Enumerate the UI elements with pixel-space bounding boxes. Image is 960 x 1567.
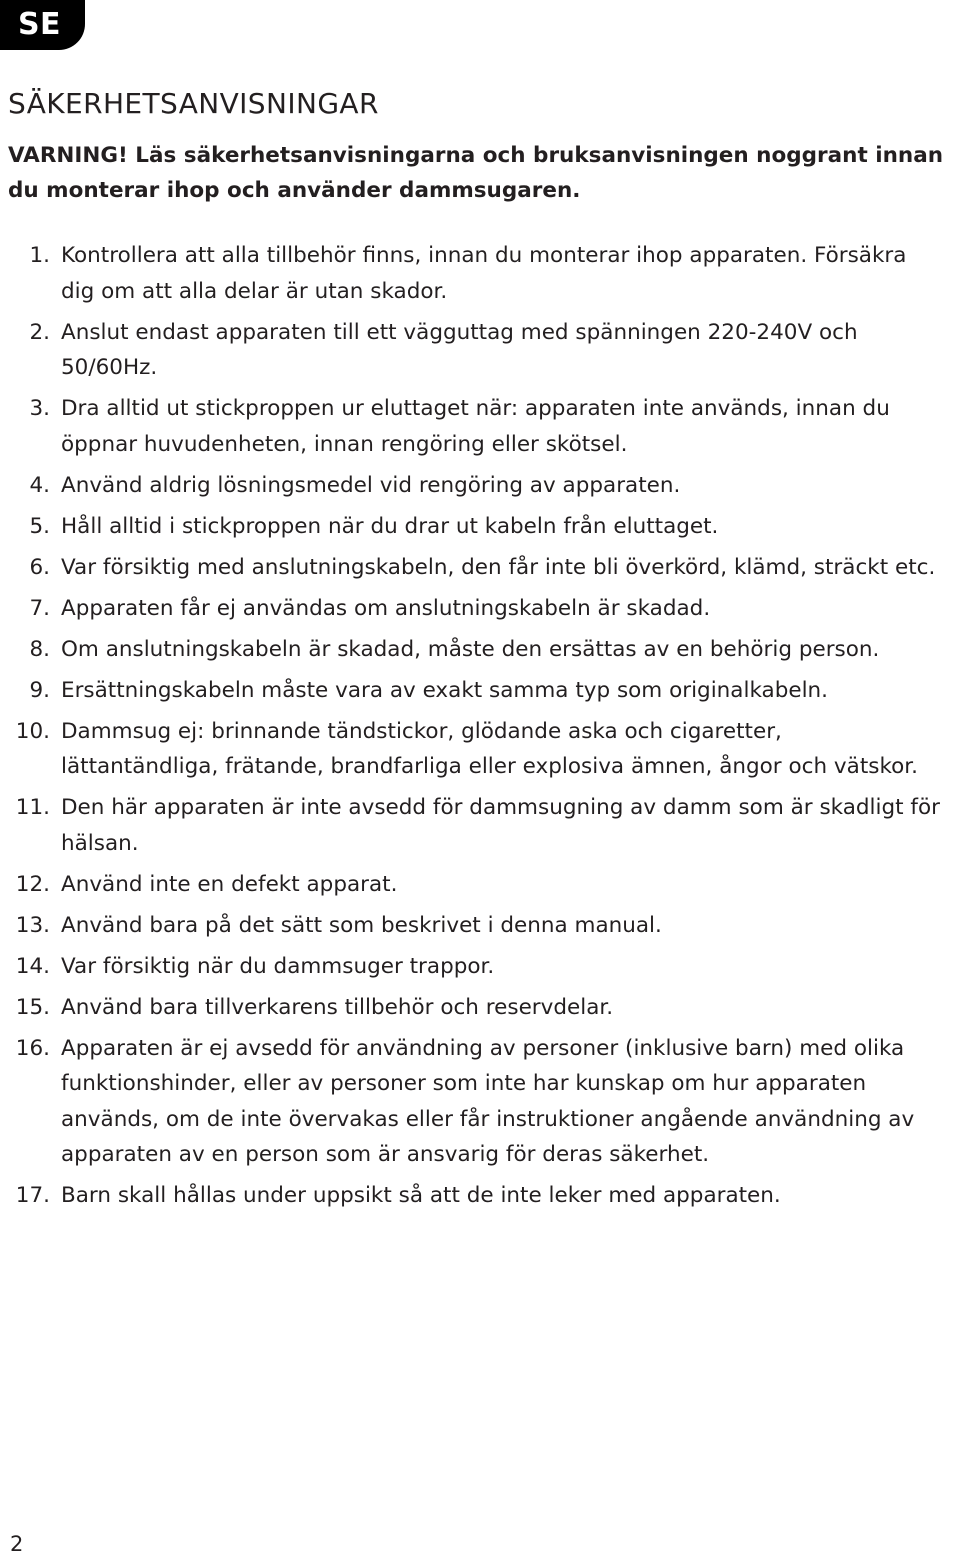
rule-text: Apparaten får ej användas om anslutningskabeln är skadad.: [61, 595, 711, 621]
rule-item-10: [0, 714, 960, 785]
page-number: 2: [10, 1532, 24, 1556]
rule-item-15: [0, 990, 960, 1026]
rule-text: Var försiktig när du dammsuger trappor.: [61, 953, 495, 979]
rule-item-16: [0, 1031, 960, 1173]
rule-number: 10.: [15, 718, 50, 744]
rule-item-17: [0, 1178, 960, 1214]
rule-number: 5.: [29, 513, 50, 539]
rule-text: Ersättningskabeln måste vara av exakt samma typ som originalkabeln.: [61, 677, 829, 703]
rule-text: Anslut endast apparaten till ett vägguttag med spänningen 220-240V och 50/60Hz.: [61, 319, 858, 380]
rule-number: 8.: [29, 636, 50, 662]
rule-item-5: [0, 509, 960, 545]
page-title: SÄKERHETSANVISNINGAR: [8, 87, 379, 120]
rule-text: Använd inte en defekt apparat.: [61, 871, 398, 897]
rule-text: Den här apparaten är inte avsedd för dammsugning av damm som är skadligt för hälsan.: [61, 795, 940, 856]
rule-number: 17.: [15, 1183, 50, 1208]
rule-number: 7.: [29, 595, 50, 621]
rule-number: 13.: [15, 912, 50, 938]
rule-text: Använd aldrig lösningsmedel vid rengöring av apparaten.: [61, 472, 681, 498]
rule-number: 2.: [29, 319, 50, 345]
rule-item-9: [0, 673, 960, 709]
rule-item-14: [0, 949, 960, 985]
rule-number: 14.: [15, 953, 50, 979]
rule-item-2: [0, 315, 960, 386]
rule-text: Var försiktig med anslutningskabeln, den får inte bli överkörd, klämd, sträckt etc.: [61, 554, 936, 580]
rule-number: 12.: [15, 871, 50, 897]
rule-item-3: [0, 391, 960, 462]
rule-number: 4.: [29, 472, 50, 498]
rule-text: Om anslutningskabeln är skadad, måste den ersättas av en behörig person.: [61, 636, 880, 662]
language-code: SE: [17, 6, 62, 42]
rule-text: Använd bara på det sätt som beskrivet i denna manual.: [61, 912, 662, 938]
rule-text: Apparaten är ej avsedd för användning av personer (inklusive barn) med olika funktionshinder, eller av personer som inte har kunskap om hur apparaten används, om de inte övervakas eller får instruktioner angående användning av apparaten av en person som är ansvarig för deras säkerhet.: [61, 1035, 915, 1167]
rule-text: Håll alltid i stickproppen när du drar ut kabeln från eluttaget.: [61, 513, 719, 539]
rule-number: 1.: [29, 243, 50, 268]
rule-item-1: [0, 238, 960, 309]
rule-number: 6.: [29, 554, 50, 580]
rule-item-7: [0, 591, 960, 627]
rule-number: 3.: [29, 396, 50, 421]
rule-number: 11.: [15, 795, 50, 820]
rule-text: Barn skall hållas under uppsikt så att de inte leker med apparaten.: [61, 1183, 781, 1208]
rule-item-6: [0, 550, 960, 586]
language-badge: [0, 0, 85, 50]
rule-item-8: [0, 632, 960, 668]
rule-number: 15.: [15, 994, 50, 1020]
rule-text: Använd bara tillverkarens tillbehör och reservdelar.: [61, 994, 614, 1020]
rule-text: Dra alltid ut stickproppen ur eluttaget när: apparaten inte används, innan du öppnar huvudenheten, innan rengöring eller skötsel.: [61, 396, 890, 457]
rule-item-13: [0, 908, 960, 944]
rule-item-12: [0, 867, 960, 903]
rule-number: 9.: [29, 677, 50, 703]
rule-item-11: [0, 790, 960, 861]
safety-rules-list: [0, 238, 960, 1219]
rule-text: Dammsug ej: brinnande tändstickor, glödande aska och cigaretter, lättantändliga, frätande, brandfarliga eller explosiva ämnen, ångor och vätskor.: [61, 718, 918, 779]
warning-text: VARNING! Läs säkerhetsanvisningarna och bruksanvisningen noggrant innan du monterar ihop och använder dammsugaren.: [8, 143, 944, 203]
rule-item-4: [0, 468, 960, 504]
rule-text: Kontrollera att alla tillbehör finns, innan du monterar ihop apparaten. Försäkra dig om att alla delar är utan skador.: [61, 243, 907, 304]
rule-number: 16.: [15, 1035, 50, 1061]
